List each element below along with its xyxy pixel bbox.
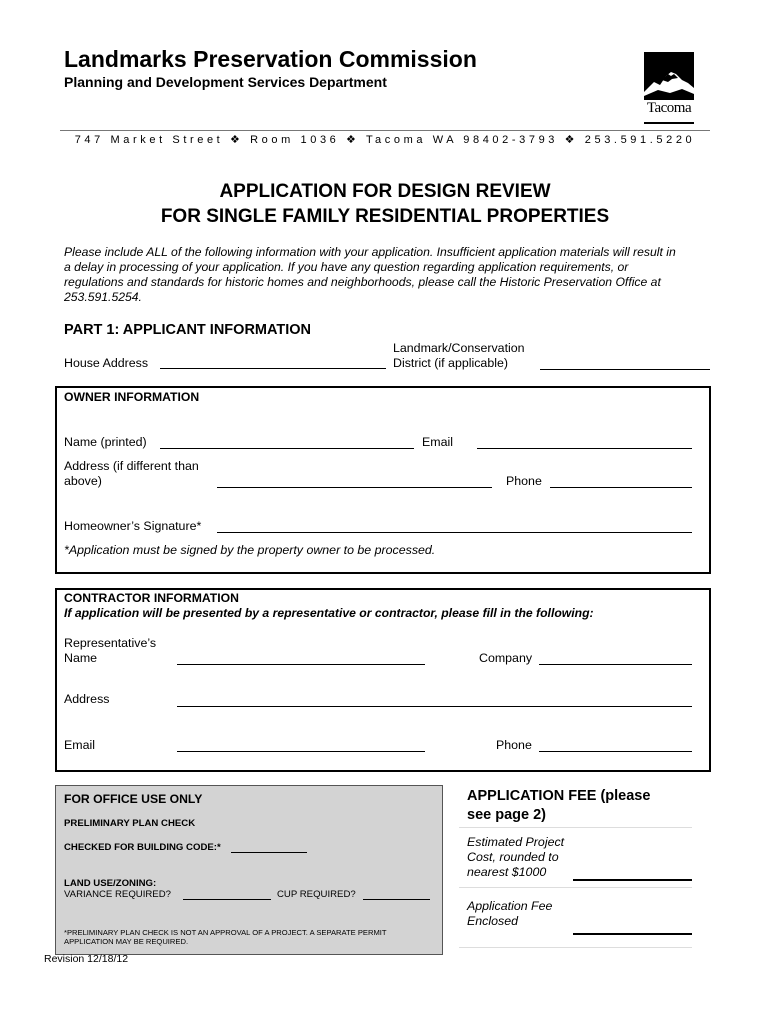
signature-note: *Application must be signed by the property owner to be processed. — [64, 543, 436, 557]
logo-text: Tacoma — [646, 100, 692, 116]
office-note-line2: APPLICATION MAY BE REQUIRED. — [64, 937, 189, 946]
cup-field[interactable] — [363, 899, 430, 900]
land-use-label: LAND USE/ZONING: — [64, 878, 157, 889]
building-code-label: CHECKED FOR BUILDING CODE:* — [64, 842, 221, 853]
office-heading: FOR OFFICE USE ONLY — [64, 792, 203, 806]
owner-email-label: Email — [422, 435, 453, 449]
fee-title-line1: APPLICATION FEE (please — [467, 788, 651, 804]
revision-label: Revision 12/18/12 — [44, 953, 129, 965]
commission-title: Landmarks Preservation Commission — [64, 46, 477, 72]
contractor-email-label: Email — [64, 738, 95, 752]
fee-divider — [459, 947, 692, 948]
district-label-line2: District (if applicable) — [393, 356, 508, 370]
owner-heading: OWNER INFORMATION — [64, 390, 200, 404]
plan-check-label: PRELIMINARY PLAN CHECK — [64, 818, 196, 829]
part1-heading: PART 1: APPLICANT INFORMATION — [64, 322, 312, 338]
variance-label: VARIANCE REQUIRED? — [64, 889, 171, 900]
variance-field[interactable] — [183, 899, 271, 900]
owner-name-field[interactable] — [160, 448, 414, 449]
tacoma-logo — [644, 52, 694, 126]
owner-phone-label: Phone — [506, 474, 542, 488]
contractor-phone-field[interactable] — [539, 751, 692, 752]
intro-paragraph — [64, 245, 714, 305]
fee-divider — [459, 827, 692, 828]
owner-address-label-line2: above) — [64, 474, 102, 488]
district-label-line1: Landmark/Conservation — [393, 341, 525, 355]
contractor-address-label: Address — [64, 692, 110, 706]
contractor-address-field[interactable] — [177, 706, 692, 707]
owner-address-field[interactable] — [217, 487, 492, 488]
signature-label: Homeowner’s Signature* — [64, 519, 202, 533]
company-label: Company — [479, 651, 533, 665]
intro-line: Please include ALL of the following information with your application. Insufficient application materials will result in — [64, 245, 676, 259]
company-field[interactable] — [539, 664, 692, 665]
cost-label-line2: Cost, rounded to — [467, 850, 559, 864]
house-address-label: House Address — [64, 356, 149, 370]
owner-name-label: Name (printed) — [64, 435, 147, 449]
fee-enclosed-field[interactable] — [573, 933, 692, 935]
fee-title-line2: see page 2) — [467, 807, 546, 823]
fee-divider — [459, 887, 692, 888]
building-code-field[interactable] — [231, 852, 307, 853]
application-title-line1: APPLICATION FOR DESIGN REVIEW — [219, 181, 551, 202]
cost-label-line1: Estimated Project — [467, 835, 565, 849]
owner-address-label-line1: Address (if different than — [64, 459, 199, 473]
department-subtitle: Planning and Development Services Department — [64, 74, 387, 90]
owner-phone-field[interactable] — [550, 487, 692, 488]
enclosed-label-line1: Application Fee — [467, 899, 553, 913]
cup-label: CUP REQUIRED? — [277, 889, 356, 900]
district-field[interactable] — [540, 369, 710, 370]
rep-label-line2: Name — [64, 651, 98, 665]
contractor-subheading: If application will be presented by a representative or contractor, please fill in the following: — [64, 606, 594, 620]
intro-line: 253.591.5254. — [64, 290, 142, 304]
office-note-line1: *PRELIMINARY PLAN CHECK IS NOT AN APPROVAL OF A PROJECT. A SEPARATE PERMIT — [64, 928, 387, 937]
rep-name-field[interactable] — [177, 664, 425, 665]
intro-line: a delay in processing of your application. If you have any question regarding application requirements, or — [64, 260, 629, 274]
header-divider — [60, 130, 710, 131]
contractor-heading: CONTRACTOR INFORMATION — [64, 591, 239, 605]
signature-field[interactable] — [217, 532, 692, 533]
address-bar: 747 Market Street ❖ Room 1036 ❖ Tacoma WA 98402-3793 ❖ 253.591.5220 — [74, 134, 696, 146]
contractor-email-field[interactable] — [177, 751, 425, 752]
cost-label-line3: nearest $1000 — [467, 865, 547, 879]
owner-email-field[interactable] — [477, 448, 692, 449]
fee-title — [467, 787, 650, 825]
estimated-cost-field[interactable] — [573, 879, 692, 881]
application-title-line2: FOR SINGLE FAMILY RESIDENTIAL PROPERTIES — [160, 206, 610, 227]
enclosed-label-line2: Enclosed — [467, 914, 518, 928]
house-address-field[interactable] — [160, 368, 386, 369]
contractor-phone-label: Phone — [496, 738, 532, 752]
rep-label-line1: Representative’s — [64, 636, 157, 650]
intro-line: regulations and standards for historic homes and neighborhoods, please call the Historic Preservation Office at — [64, 275, 661, 289]
